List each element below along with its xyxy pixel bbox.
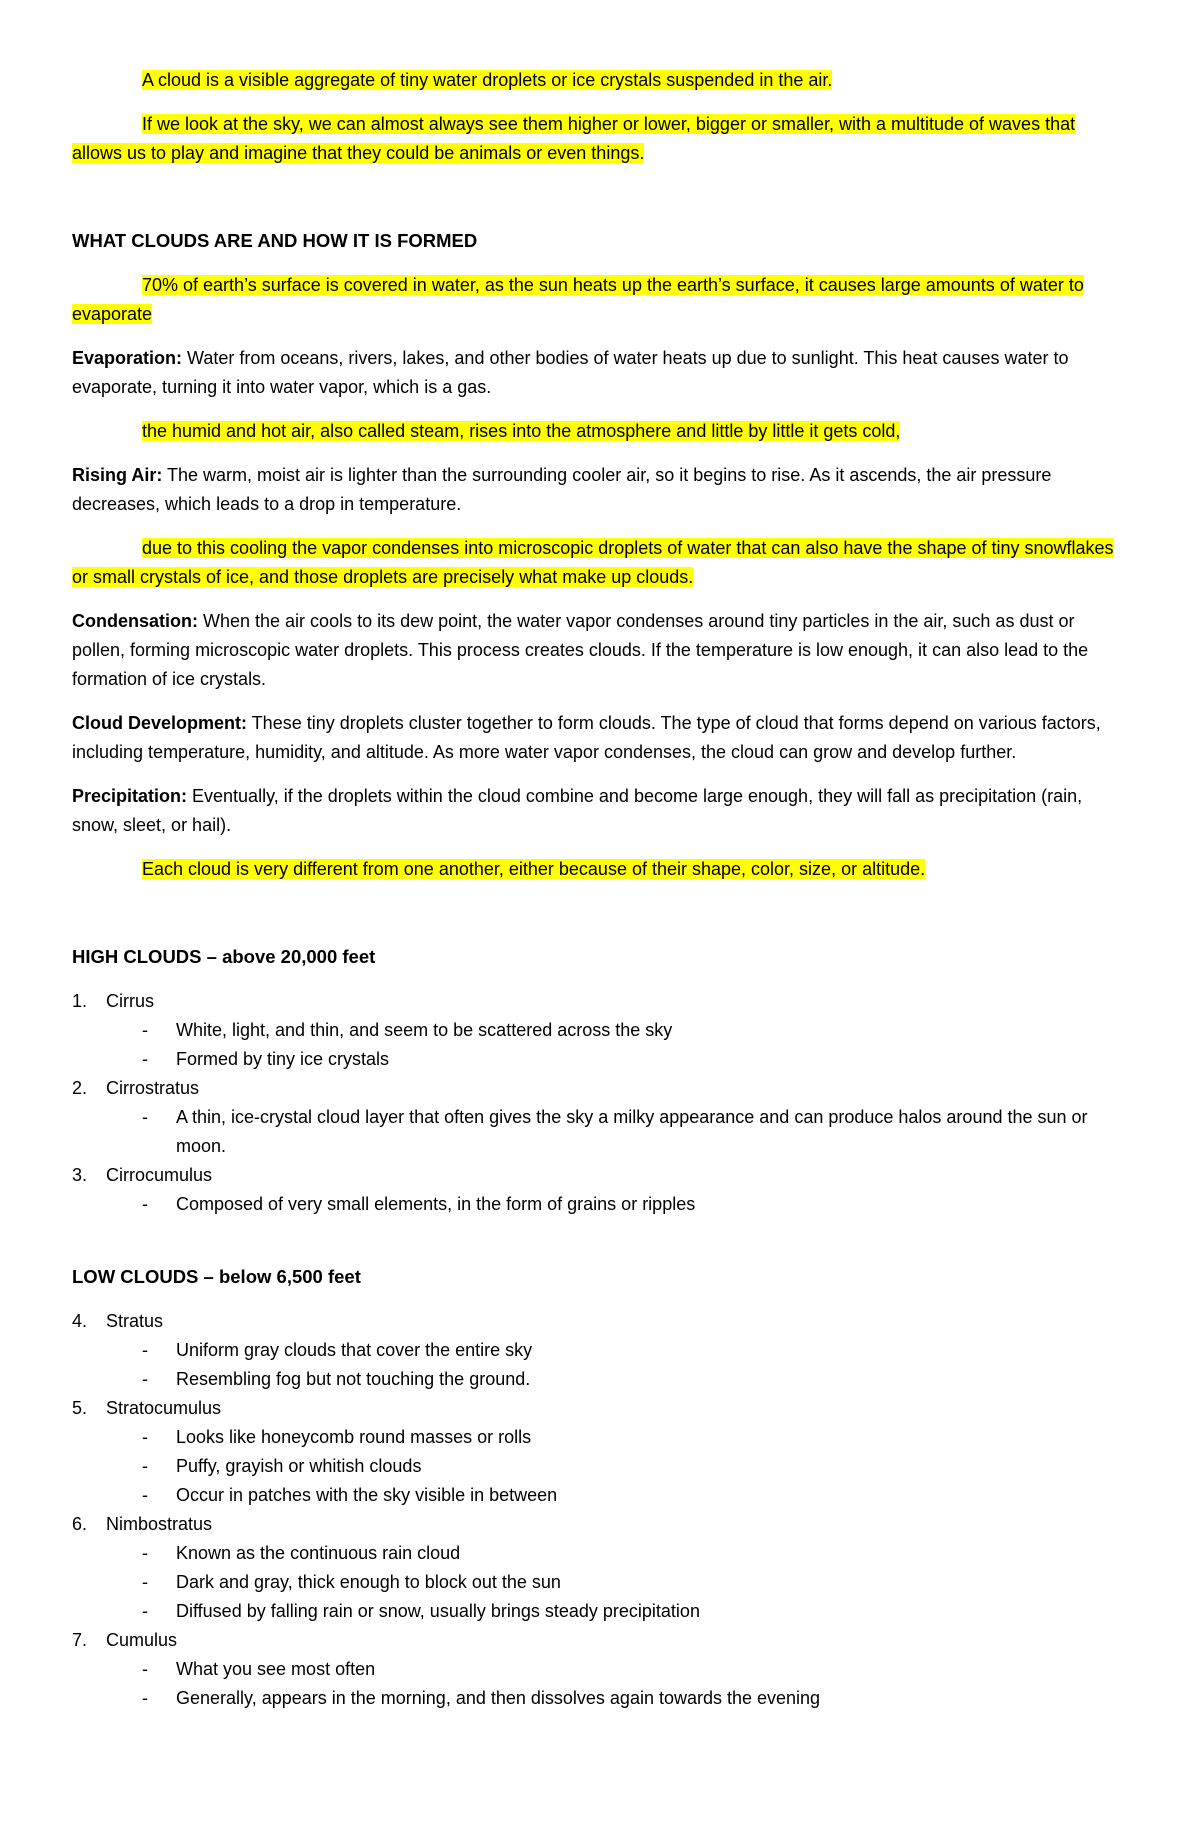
cloud-description-list bbox=[106, 1423, 1128, 1510]
formation-heading: WHAT CLOUDS ARE AND HOW IT IS FORMED bbox=[72, 230, 478, 251]
cloud-development-text: These tiny droplets cluster together to form clouds. The type of cloud that forms depend on various factors, including temperature, humidity, and altitude. As more water vapor condenses, the cloud can grow and develop further. bbox=[72, 713, 1101, 762]
cloud-type-item bbox=[72, 1161, 1128, 1219]
cloud-description-item: - Resembling fog but not touching the ground. bbox=[142, 1365, 1128, 1394]
cloud-type-item bbox=[72, 1626, 1128, 1713]
cloud-type-name: Cirrus bbox=[106, 991, 154, 1011]
high-clouds-list bbox=[72, 987, 1128, 1219]
cloud-description-item: - Diffused by falling rain or snow, usually brings steady precipitation bbox=[142, 1597, 1128, 1626]
list-number: 6. bbox=[72, 1514, 88, 1534]
precipitation-paragraph bbox=[72, 782, 1128, 840]
evaporation-term: Evaporation: bbox=[72, 348, 183, 368]
cloud-type-item bbox=[72, 1394, 1128, 1510]
intro-text-1: A cloud is a visible aggregate of tiny water droplets or ice crystals suspended in the air. bbox=[142, 70, 833, 90]
cloud-description-item: - Known as the continuous rain cloud bbox=[142, 1539, 1128, 1568]
cloud-description-item: - Looks like honeycomb round masses or rolls bbox=[142, 1423, 1128, 1452]
highlight-paragraph-1 bbox=[72, 271, 1128, 329]
high-clouds-heading: HIGH CLOUDS – above 20,000 feet bbox=[72, 946, 376, 967]
highlight-paragraph-3 bbox=[72, 534, 1128, 592]
list-number: 4. bbox=[72, 1311, 88, 1331]
rising-air-text: The warm, moist air is lighter than the surrounding cooler air, so it begins to rise. As it ascends, the air pressure decreases, which leads to a drop in temperature. bbox=[72, 465, 1052, 514]
cloud-type-item bbox=[72, 1307, 1128, 1394]
cloud-description-item: - Puffy, grayish or whitish clouds bbox=[142, 1452, 1128, 1481]
evaporation-text: Water from oceans, rivers, lakes, and other bodies of water heats up due to sunlight. This heat causes water to evaporate, turning it into water vapor, which is a gas. bbox=[72, 348, 1069, 397]
intro-paragraph-1 bbox=[72, 66, 1128, 95]
cloud-type-name: Stratocumulus bbox=[106, 1398, 222, 1418]
highlight-paragraph-4 bbox=[72, 855, 1128, 884]
cloud-type-name: Nimbostratus bbox=[106, 1514, 213, 1534]
list-number: 7. bbox=[72, 1630, 88, 1650]
cloud-description-item: - Uniform gray clouds that cover the entire sky bbox=[142, 1336, 1128, 1365]
list-number: 1. bbox=[72, 991, 88, 1011]
cloud-description-list bbox=[106, 1539, 1128, 1626]
rising-air-term: Rising Air: bbox=[72, 465, 163, 485]
cloud-description-item: - Dark and gray, thick enough to block out the sun bbox=[142, 1568, 1128, 1597]
condensation-text: When the air cools to its dew point, the water vapor condenses around tiny particles in the air, such as dust or pollen, forming microscopic water droplets. This process creates clouds. If the temperature is low enough, it can also lead to the formation of ice crystals. bbox=[72, 611, 1089, 689]
list-number: 2. bbox=[72, 1078, 88, 1098]
cloud-description-item: - Formed by tiny ice crystals bbox=[142, 1045, 1128, 1074]
condensation-term: Condensation: bbox=[72, 611, 198, 631]
cloud-description-list bbox=[106, 1190, 1128, 1219]
cloud-type-item bbox=[72, 1074, 1128, 1161]
highlight-text-4: Each cloud is very different from one another, either because of their shape, color, size, or altitude. bbox=[142, 859, 926, 879]
cloud-type-name: Cirrocumulus bbox=[106, 1165, 213, 1185]
cloud-description-list bbox=[106, 1336, 1128, 1394]
cloud-type-name: Cumulus bbox=[106, 1630, 178, 1650]
low-clouds-heading: LOW CLOUDS – below 6,500 feet bbox=[72, 1266, 361, 1287]
cloud-description-item: - What you see most often bbox=[142, 1655, 1128, 1684]
cloud-description-item: - White, light, and thin, and seem to be scattered across the sky bbox=[142, 1016, 1128, 1045]
cloud-description-item: - Composed of very small elements, in the form of grains or ripples bbox=[142, 1190, 1128, 1219]
precipitation-term: Precipitation: bbox=[72, 786, 188, 806]
cloud-description-item: - Generally, appears in the morning, and then dissolves again towards the evening bbox=[142, 1684, 1128, 1713]
cloud-description-list bbox=[106, 1655, 1128, 1713]
highlight-text-1: 70% of earth’s surface is covered in water, as the sun heats up the earth’s surface, it causes large amounts of water to evaporate bbox=[72, 275, 1084, 324]
cloud-description-list bbox=[106, 1103, 1128, 1161]
cloud-type-item bbox=[72, 1510, 1128, 1626]
condensation-paragraph bbox=[72, 607, 1128, 694]
highlight-text-3: due to this cooling the vapor condenses into microscopic droplets of water that can also have the shape of tiny snowflakes or small crystals of ice, and those droplets are precisely what make up clouds. bbox=[72, 538, 1114, 587]
cloud-development-term: Cloud Development: bbox=[72, 713, 248, 733]
cloud-description-item: - Occur in patches with the sky visible in between bbox=[142, 1481, 1128, 1510]
cloud-type-name: Cirrostratus bbox=[106, 1078, 200, 1098]
list-number: 3. bbox=[72, 1165, 88, 1185]
evaporation-paragraph bbox=[72, 344, 1128, 402]
cloud-type-item bbox=[72, 987, 1128, 1074]
rising-air-paragraph bbox=[72, 461, 1128, 519]
intro-text-2: If we look at the sky, we can almost always see them higher or lower, bigger or smaller, with a multitude of waves that allows us to play and imagine that they could be animals or even things. bbox=[72, 114, 1076, 163]
cloud-description-item: - A thin, ice-crystal cloud layer that often gives the sky a milky appearance and can produce halos around the sun or moon. bbox=[142, 1103, 1128, 1161]
list-number: 5. bbox=[72, 1398, 88, 1418]
cloud-development-paragraph bbox=[72, 709, 1128, 767]
intro-paragraph-2 bbox=[72, 110, 1128, 168]
precipitation-text: Eventually, if the droplets within the cloud combine and become large enough, they will fall as precipitation (rain, snow, sleet, or hail). bbox=[72, 786, 1083, 835]
cloud-description-list bbox=[106, 1016, 1128, 1074]
low-clouds-list bbox=[72, 1307, 1128, 1713]
highlight-text-2: the humid and hot air, also called steam, rises into the atmosphere and little by little it gets cold, bbox=[142, 421, 901, 441]
cloud-type-name: Stratus bbox=[106, 1311, 164, 1331]
highlight-paragraph-2 bbox=[72, 417, 1128, 446]
